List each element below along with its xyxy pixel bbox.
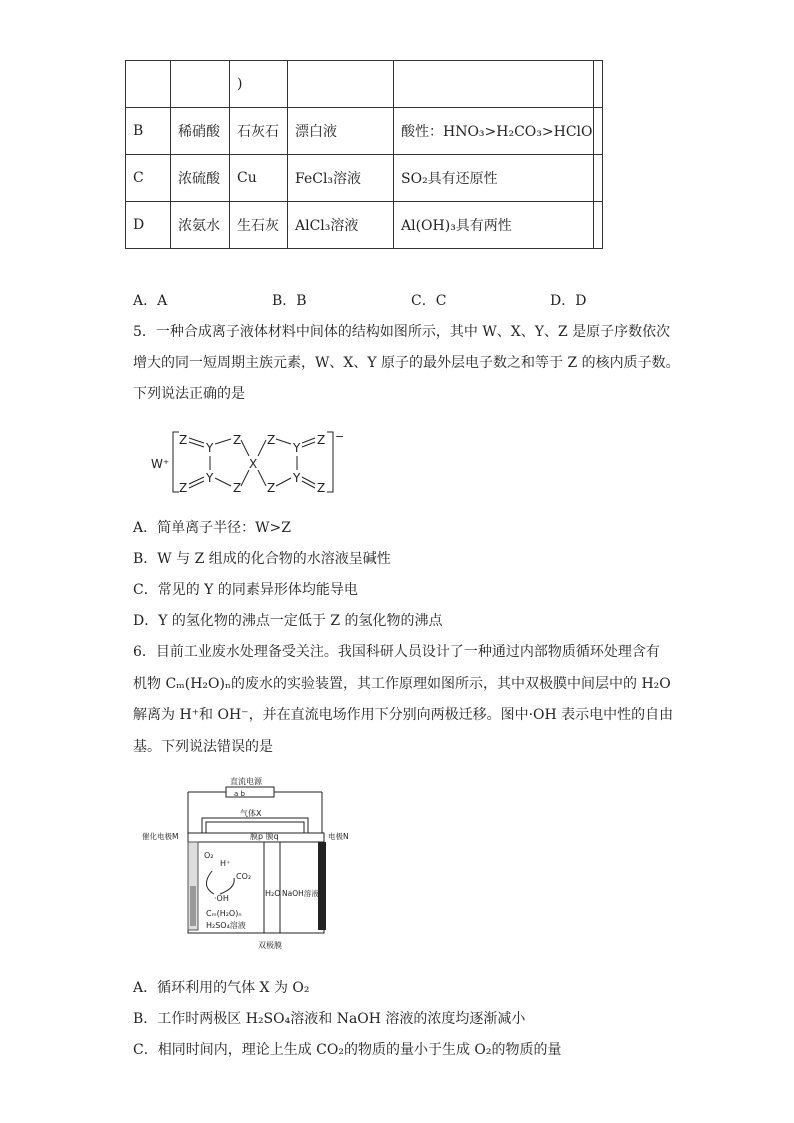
option-c: C．C (411, 293, 447, 309)
atom-z: Z (179, 481, 188, 495)
power-terminals: a b (234, 790, 245, 798)
atom-z: Z (267, 481, 276, 495)
atom-z: Z (267, 433, 276, 447)
options-table (125, 60, 603, 249)
table-row (126, 155, 603, 202)
option-a: A．A (133, 293, 168, 309)
q5-option-a: A．简单离子半径：W>Z (133, 520, 291, 536)
atom-z: Z (317, 481, 326, 495)
table-row (126, 108, 603, 155)
q5-option-c: C．常见的 Y 的同素异形体均能导电 (133, 582, 358, 598)
bipolar-label: 双极膜 (258, 941, 282, 950)
power-label: 直流电源 (230, 777, 262, 786)
q6-device-figure (140, 776, 360, 956)
table-cell: AlCl₃溶液 (288, 202, 394, 249)
electrode-n (318, 842, 326, 930)
q6-stem-line: 6．目前工业废水处理备受关注。我国科研人员设计了一种通过内部物质循环处理含有 (133, 644, 660, 660)
q6-option-c: C．相同时间内，理论上生成 CO₂的物质的量小于生成 O₂的物质的量 (133, 1042, 562, 1058)
o2-label: O₂ (204, 851, 214, 860)
q5-option-b: B．W 与 Z 组成的化合物的水溶液呈碱性 (133, 551, 391, 567)
table-cell: 漂白液 (288, 108, 394, 155)
q4-options (133, 291, 689, 311)
table-cell: FeCl₃溶液 (288, 155, 394, 202)
membrane-label: 膜p 膜q (250, 832, 279, 841)
q5-stem-line: 5．一种合成离子液体材料中间体的结构如图所示，其中 W、X、Y、Z 是原子序数依次 (133, 324, 671, 340)
table-row (126, 61, 603, 108)
gas-x-label: 气体X (240, 809, 262, 818)
table-cell: SO₂具有还原性 (394, 155, 594, 202)
option-d: D．D (550, 293, 587, 309)
organic-label: Cₘ(H₂O)ₙ (206, 909, 242, 918)
q6-option-b: B．工作时两极区 H₂SO₄溶液和 NaOH 溶液的浓度均逐渐减小 (133, 1011, 526, 1027)
h-plus-label: H⁺ (220, 859, 231, 868)
table-cell: 浓氨水 (171, 202, 230, 249)
table-row (126, 202, 603, 249)
table-cell: ) (230, 61, 288, 108)
table-cell: 稀硝酸 (171, 108, 230, 155)
oh-radical-label: ·OH (214, 894, 229, 903)
atom-z: Z (317, 433, 326, 447)
row-label: D (126, 202, 171, 249)
atom-y: Y (293, 441, 301, 455)
q6-option-a: A．循环利用的气体 X 为 O₂ (133, 980, 310, 996)
q5-stem-line: 下列说法正确的是 (133, 386, 245, 402)
table-cell: 生石灰 (230, 202, 288, 249)
row-label: B (126, 108, 171, 155)
atom-z: Z (233, 433, 242, 447)
q6-stem-line: 基。下列说法错误的是 (133, 739, 273, 755)
table-cell: Cu (230, 155, 288, 202)
q5-structure-figure (145, 426, 355, 498)
q5-stem-line: 增大的同一短周期主族元素，W、X、Y 原子的最外层电子数之和等于 Z 的核内质子数。 (133, 355, 680, 371)
atom-y: Y (293, 471, 301, 485)
naoh-label: NaOH溶液 (282, 889, 319, 898)
table-cell: 浓硫酸 (171, 155, 230, 202)
table-cell: 石灰石 (230, 108, 288, 155)
atom-y: Y (206, 471, 214, 485)
electrode-n-label: 电极N (328, 832, 349, 841)
atom-z: Z (179, 433, 188, 447)
atom-y: Y (206, 441, 214, 455)
table-cell: Al(OH)₃具有两性 (394, 202, 594, 249)
option-b: B．B (272, 293, 307, 309)
atom-z: Z (233, 481, 242, 495)
table-cell: 酸性：HNO₃>H₂CO₃>HClO (394, 108, 594, 155)
water-label: H₂O (265, 889, 281, 898)
row-label: C (126, 155, 171, 202)
cation-label: W⁺ (151, 457, 170, 471)
anion-charge: − (335, 430, 345, 443)
q6-stem-line: 解离为 H⁺和 OH⁻，并在直流电场作用下分别向两极迁移。图中·OH 表示电中性的自由 (133, 707, 674, 723)
co2-label: CO₂ (236, 872, 252, 881)
q6-stem-line: 机物 Cₘ(H₂O)ₙ的废水的实验装置，其工作原理如图所示，其中双极膜中间层中的 H₂O (133, 676, 671, 692)
acid-label: H₂SO₄溶液 (206, 921, 246, 930)
atom-x: X (249, 457, 258, 471)
q5-option-d: D．Y 的氢化物的沸点一定低于 Z 的氢化物的沸点 (133, 613, 443, 629)
electrode-m-label: 催化电极M (142, 832, 179, 841)
